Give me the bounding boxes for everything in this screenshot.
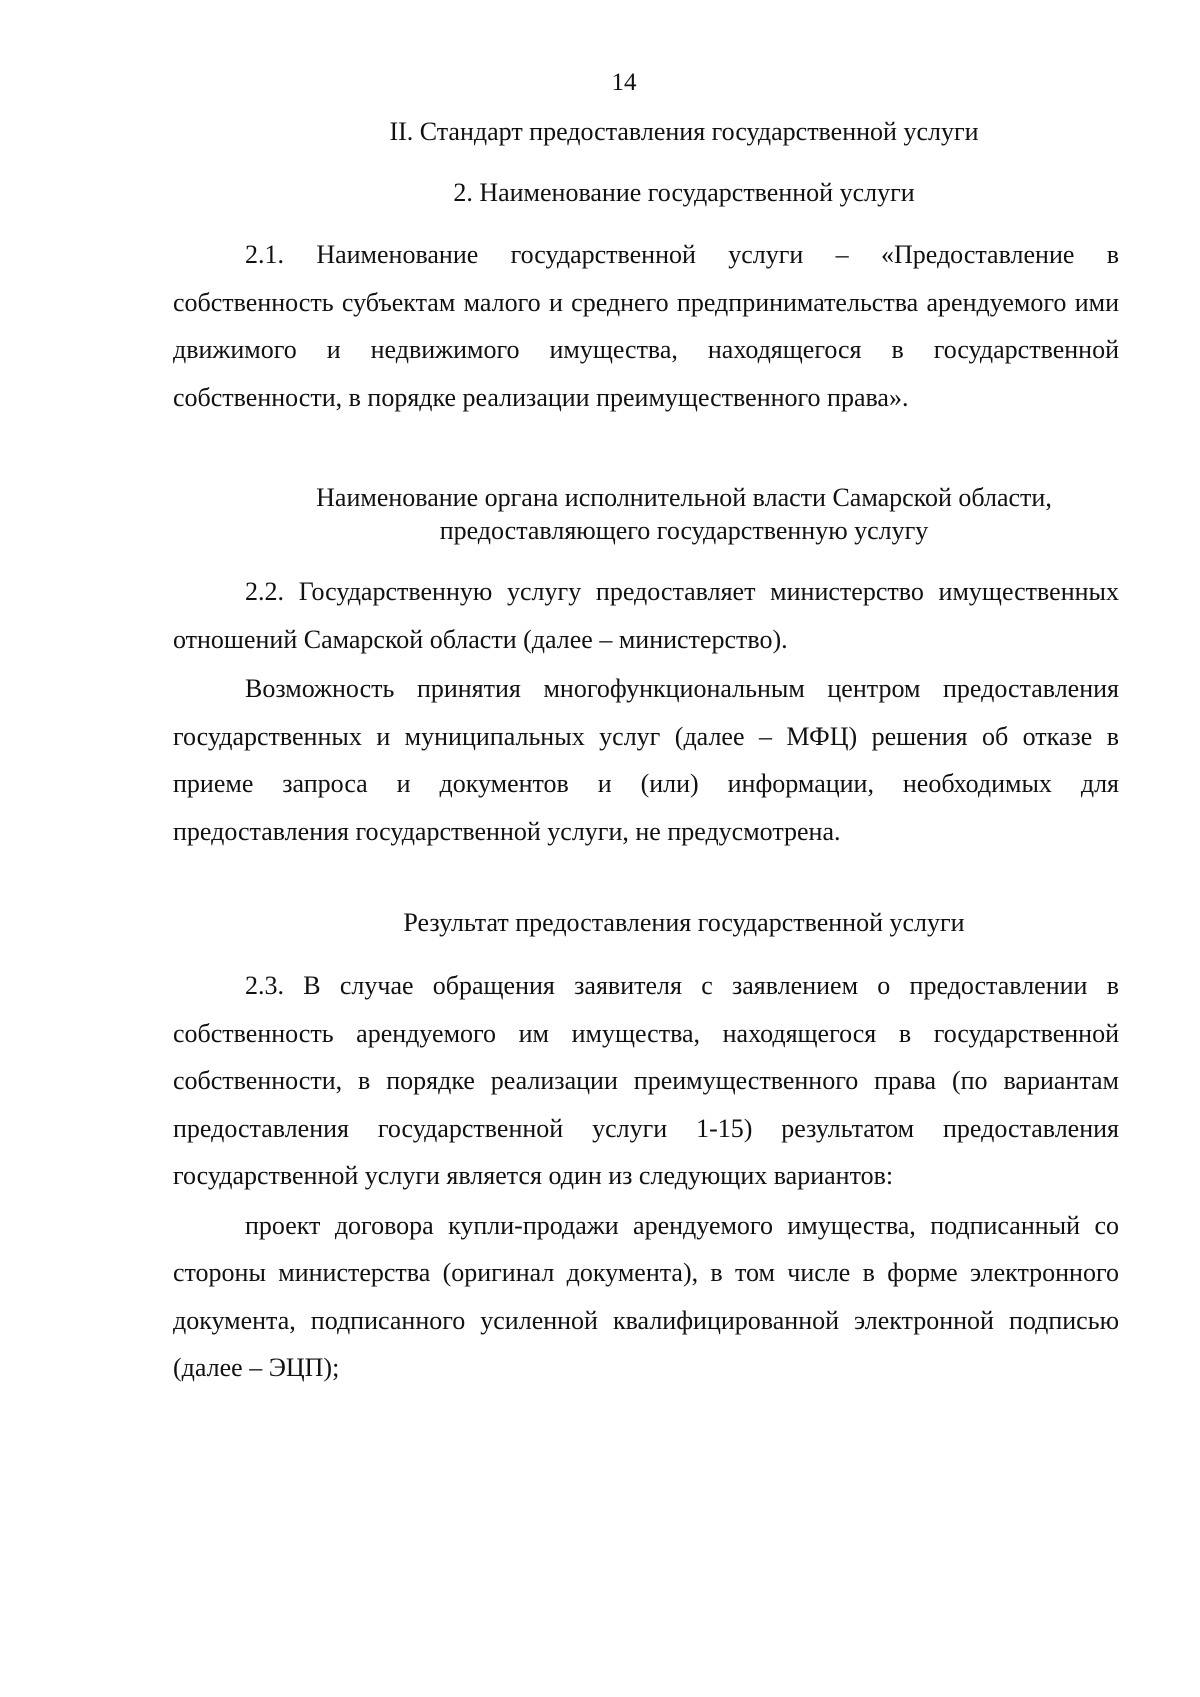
heading-line-1: Наименование органа исполнительной власти Самарской области, xyxy=(316,483,1052,512)
paragraph-2-2: 2.2. Государственную услугу предоставляет министерство имущественных отношений Самарской области (далее – министерство). xyxy=(173,577,1119,654)
paragraph-2-1: 2.1. Наименование государственной услуги – «Предоставление в собственность субъектам малого и среднего предпринимательства арендуемого ими движимого и недвижимого имущества, находящегося в государственной собственности, в порядке реализации преимущественного права». xyxy=(173,240,1119,412)
page-number: 14 xyxy=(611,69,637,96)
section-title: II. Стандарт предоставления государственной услуги xyxy=(389,117,979,146)
subsection-name-body xyxy=(173,231,1119,421)
subsection-heading-result: Результат предоставления государственной услуги xyxy=(403,908,965,937)
subsection-heading-authority xyxy=(173,481,1119,547)
subsection-result-body xyxy=(173,962,1119,1392)
subsection-authority-body xyxy=(173,568,1119,855)
paragraph-contract-draft: проект договора купли-продажи арендуемого имущества, подписанный со стороны министерства (оригинал документа), в том числе в форме электронного документа, подписанного усиленной квалифицированной электронной подписью (далее – ЭЦП); xyxy=(173,1210,1119,1382)
heading-line-2: предоставляющего государственную услугу xyxy=(439,516,929,545)
subsection-heading-name: 2. Наименование государственной услуги xyxy=(453,178,915,207)
paragraph-2-3: 2.3. В случае обращения заявителя с заявлением о предоставлении в собственность арендуемого им имущества, находящегося в государственной собственности, в порядке реализации преимущественного права (по вариантам предоставления государственной услуги 1-15) результатом предоставления государственной услуги является один из следующих вариантов: xyxy=(173,971,1119,1190)
paragraph-mfc: Возможность принятия многофункциональным центром предоставления государственных и муниципальных услуг (далее – МФЦ) решения об отказе в приеме запроса и документов и (или) информации, необходимых для предоставления государственной услуги, не предусмотрена. xyxy=(173,674,1119,846)
